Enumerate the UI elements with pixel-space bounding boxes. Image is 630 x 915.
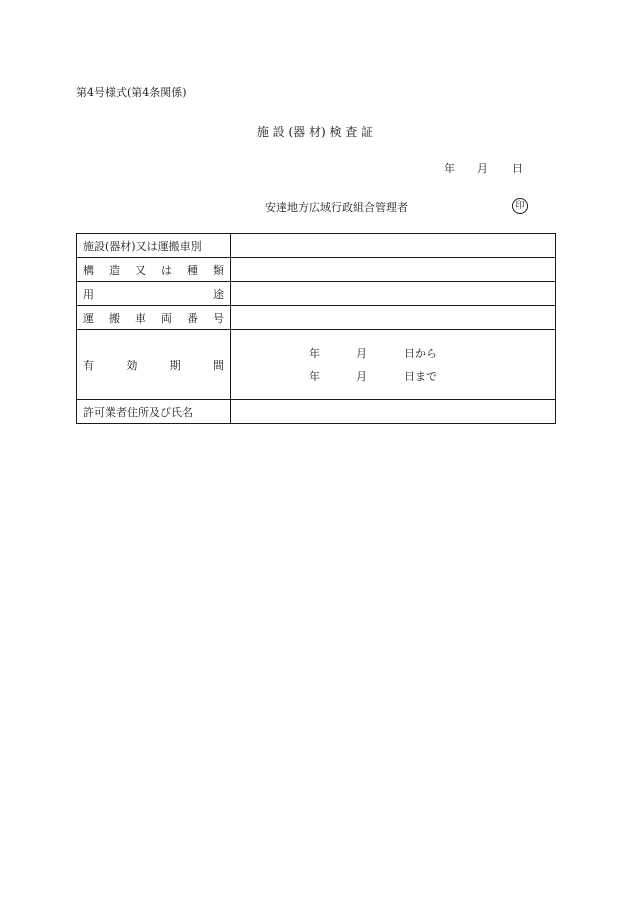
row-label (77, 330, 231, 400)
date-day-label: 日 (512, 162, 523, 175)
period-to-year: 年 (309, 370, 320, 383)
permit-table (76, 233, 556, 424)
date-year-label: 年 (444, 162, 455, 175)
label-char: は (161, 263, 172, 277)
issuer-name: 安達地方広域行政組合管理者 (265, 201, 408, 214)
period-to-month: 月 (356, 370, 367, 383)
label-char: 類 (213, 263, 224, 277)
label-char: 用 (83, 287, 94, 301)
label-char: 車 (135, 311, 146, 325)
row-value (231, 234, 556, 258)
table-row (77, 330, 556, 400)
label-char: 間 (212, 358, 224, 372)
table-row (77, 282, 556, 306)
seal-mark: 印 (512, 198, 528, 214)
date-month-label: 月 (477, 162, 488, 175)
label-char: 有 (83, 358, 94, 372)
row-label (77, 306, 231, 330)
form-number: 第4号様式(第4条関係) (76, 86, 187, 99)
label-char: 搬 (109, 311, 120, 325)
label-char: 運 (83, 311, 94, 325)
table-row (77, 306, 556, 330)
row-value (231, 258, 556, 282)
period-from-year: 年 (309, 347, 320, 360)
document-title: 施 設 (器 材) 検 査 証 (256, 125, 374, 139)
row-label (77, 258, 231, 282)
issue-date (444, 160, 523, 176)
label-char: 番 (187, 311, 198, 325)
label-char: 号 (213, 311, 224, 325)
table-row (77, 234, 556, 258)
label-char: 造 (109, 263, 120, 277)
label-char: 効 (126, 358, 138, 372)
period-from (309, 342, 555, 365)
validity-period (231, 330, 556, 400)
label-char: 期 (169, 358, 181, 372)
row-value (231, 282, 556, 306)
period-from-month: 月 (356, 347, 367, 360)
label-char: 又 (135, 263, 146, 277)
period-from-day: 日から (404, 347, 437, 360)
label-char: 途 (213, 287, 224, 301)
label-char: 種 (187, 263, 198, 277)
row-label: 施設(器材)又は運搬車別 (77, 234, 231, 258)
row-value (231, 306, 556, 330)
table-row (77, 258, 556, 282)
table-row (77, 400, 556, 424)
row-label (77, 282, 231, 306)
period-to (309, 365, 555, 388)
label-char: 構 (83, 263, 94, 277)
row-value (231, 400, 556, 424)
row-label: 許可業者住所及び氏名 (77, 400, 231, 424)
label-char: 両 (161, 311, 172, 325)
period-to-day: 日まで (404, 370, 437, 383)
